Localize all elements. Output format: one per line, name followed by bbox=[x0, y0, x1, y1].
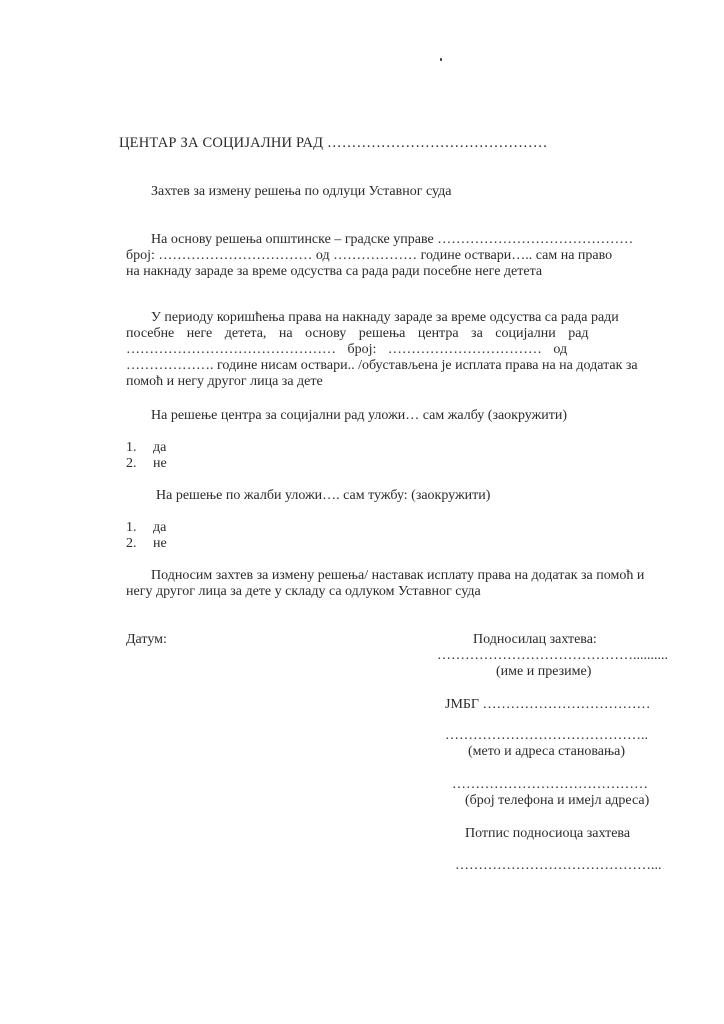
option-number: 1. bbox=[126, 440, 137, 455]
paragraph2-line5: помоћ и негу другог лица за дете bbox=[126, 374, 323, 389]
jmbg-field[interactable]: ЈМБГ ……………………………… bbox=[445, 697, 651, 712]
paragraph2-line4: ………………. године нисам оствари.. /обустављена је исплата права на на додатак за bbox=[126, 358, 638, 373]
appeal-question: На решење центра за социјални рад уложи… сам жалбу (заокружити) bbox=[151, 408, 568, 423]
address-field[interactable]: …………………………………….. bbox=[445, 728, 648, 743]
applicant-label: Подносилац захтева: bbox=[473, 632, 597, 647]
date-label: Датум: bbox=[126, 632, 167, 647]
paragraph2-line1: У периоду коришћења права на накнаду зараде за време одсуства са рада ради bbox=[151, 310, 619, 325]
document-subject: Захтев за измену решења по одлуци Уставног суда bbox=[151, 184, 452, 199]
name-caption: (име и презиме) bbox=[496, 664, 592, 679]
lawsuit-option-yes[interactable] bbox=[126, 520, 167, 536]
request-line2: негу другог лица за дете у складу са одлуком Уставног суда bbox=[126, 584, 481, 599]
signature-field[interactable]: ……………………………………... bbox=[455, 858, 662, 873]
lawsuit-option-no[interactable] bbox=[126, 536, 167, 552]
paragraph2-line3: ……………………………………… број: …………………………… од bbox=[126, 342, 568, 357]
signature-label: Потпис подносиоца захтева bbox=[465, 826, 631, 841]
paragraph2-line2: посебне неге детета, на основу решења центра за социјални рад bbox=[126, 326, 589, 341]
phone-field[interactable]: …………………………………… bbox=[452, 777, 648, 792]
option-label: да bbox=[153, 520, 167, 535]
appeal-options bbox=[126, 440, 167, 472]
phone-caption: (број телефона и имејл адреса) bbox=[465, 793, 650, 808]
name-field[interactable]: …………………………………….......... bbox=[437, 648, 668, 663]
option-number: 1. bbox=[126, 520, 137, 535]
request-line1: Подносим захтев за измену решења/ наставак исплату права на додатак за помоћ и bbox=[151, 568, 645, 583]
option-label: не bbox=[153, 456, 167, 471]
lawsuit-options bbox=[126, 520, 167, 552]
appeal-option-no[interactable] bbox=[126, 456, 167, 472]
appeal-option-yes[interactable] bbox=[126, 440, 167, 456]
lawsuit-question: На решење по жалби уложи…. сам тужбу: (заокружити) bbox=[156, 488, 491, 503]
paragraph1-line1: На основу решења општинске – градске управе …………………………………… bbox=[151, 232, 634, 247]
option-label: не bbox=[153, 536, 167, 551]
address-caption: (мето и адреса становања) bbox=[468, 744, 626, 759]
paragraph1-line2: број: …………………………… од ……………… године оствари….. сам на право bbox=[126, 248, 613, 263]
scan-speck bbox=[440, 58, 442, 61]
option-number: 2. bbox=[126, 536, 137, 551]
option-number: 2. bbox=[126, 456, 137, 471]
paragraph1-line3: на накнаду зараде за време одсуства са рада ради посебне неге детета bbox=[126, 264, 543, 279]
option-label: да bbox=[153, 440, 167, 455]
center-header: ЦЕНТАР ЗА СОЦИЈАЛНИ РАД ……………………………………… bbox=[119, 135, 548, 151]
